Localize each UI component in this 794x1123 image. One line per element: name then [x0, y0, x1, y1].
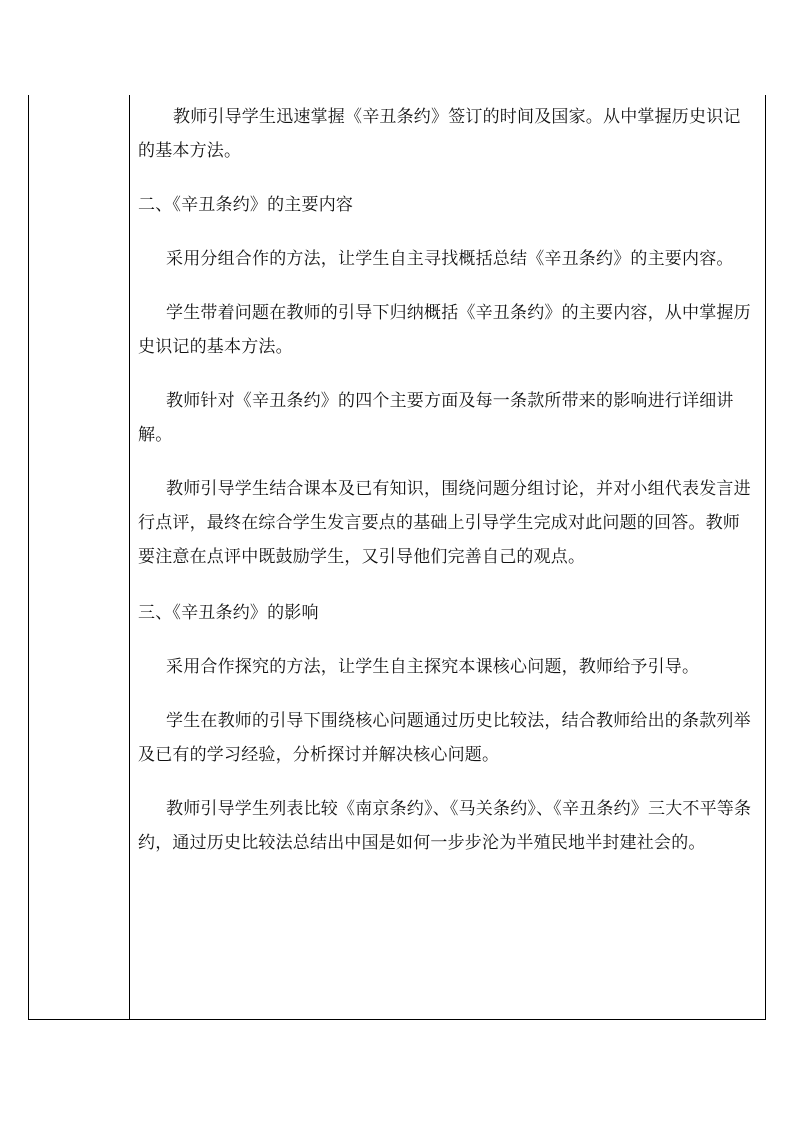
- section-heading-main-content: 二、《辛丑条约》的主要内容: [138, 195, 354, 215]
- paragraph-1: 教师引导学生迅速掌握《辛丑条约》签订的时间及国家。从中掌握历史识记的基本方法。: [138, 107, 741, 161]
- table-content-cell: [130, 95, 765, 1019]
- paragraph-8: 教师引导学生列表比较《南京条约》、《马关条约》、《辛丑条约》三大不平等条约，通过历史比较法总结出中国是如何一步步沦为半殖民地半封建社会的。: [138, 799, 752, 853]
- paragraph-5: 教师引导学生结合课本及已有知识，围绕问题分组讨论，并对小组代表发言进行点评，最终在综合学生发言要点的基础上引导学生完成对此问题的回答。教师要注意在点评中既鼓励学生，又引导他们完善自己的观点。: [138, 479, 751, 567]
- paragraph-2: 采用分组合作的方法，让学生自主寻找概括总结《辛丑条约》的主要内容。: [166, 249, 734, 269]
- section-heading-impact: 三、《辛丑条约》的影响: [138, 603, 319, 623]
- lesson-table: [28, 95, 766, 1020]
- table-left-cell: [29, 95, 130, 1019]
- paragraph-6: 采用合作探究的方法，让学生自主探究本课核心问题，教师给予引导。: [166, 657, 700, 677]
- paragraph-4: 教师针对《辛丑条约》的四个主要方面及每一条款所带来的影响进行详细讲解。: [138, 391, 734, 445]
- paragraph-3: 学生带着问题在教师的引导下归纳概括《辛丑条约》的主要内容，从中掌握历史识记的基本方法。: [138, 303, 751, 357]
- paragraph-7: 学生在教师的引导下围绕核心问题通过历史比较法，结合教师给出的条款列举及已有的学习经验，分析探讨并解决核心问题。: [138, 711, 751, 765]
